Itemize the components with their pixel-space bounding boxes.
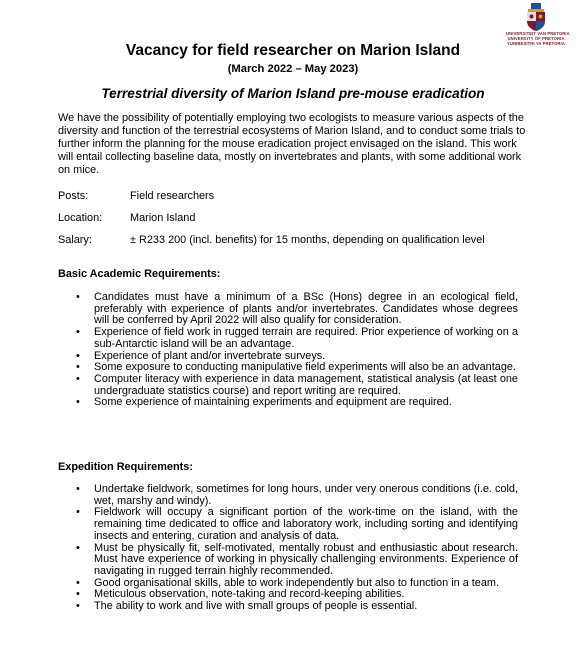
info-label: Salary: xyxy=(58,234,92,246)
list-item: • Some exposure to conducting manipulative field experiments will also be an advantage. xyxy=(76,362,518,374)
logo-line-1: UNIVERSITEIT VAN PRETORIA xyxy=(506,31,570,36)
info-label: Location: xyxy=(58,212,103,224)
section-heading-academic: Basic Academic Requirements: xyxy=(58,268,221,280)
page-title: Vacancy for field researcher on Marion Island xyxy=(125,42,461,59)
project-subtitle: Terrestrial diversity of Marion Island pre-mouse eradication xyxy=(101,86,485,101)
expedition-requirements-list xyxy=(76,484,518,613)
logo-line-2: UNIVERSITY OF PRETORIA xyxy=(507,36,565,42)
logo-line-3: YUNIBESITHI YA PRETORIA xyxy=(507,41,565,47)
university-logo xyxy=(506,3,570,47)
info-value: Field researchers xyxy=(130,190,215,202)
academic-requirements-list xyxy=(76,292,518,409)
list-item: • Candidates must have a minimum of a BSc (Hons) degree in an ecological field, preferably with experience of plants and/or invertebrates. Candidates whose degrees will be conferred by April 2022 will also qualify for consideration. xyxy=(76,292,518,327)
university-crest-icon xyxy=(525,3,547,31)
list-item: • Some experience of maintaining experiments and equipment are required. xyxy=(76,397,518,409)
intro-paragraph: We have the possibility of potentially employing two ecologists to measure various aspects of the diversity and function of the terrestrial ecosystems of Marion Island, and to conduct some trials to further inform the planning for the mouse eradication project envisaged on the island. This work will entail collecting baseline data, mostly on invertebrates and plants, with some additional work on mice. xyxy=(58,112,526,176)
list-item: • Meticulous observation, note-taking and record-keeping abilities. xyxy=(76,589,518,601)
list-item: • Good organisational skills, able to work independently but also to function in a team. xyxy=(76,578,518,590)
list-item: • Experience of field work in rugged terrain are required. Prior experience of working on a sub-Antarctic island will be an advantage. xyxy=(76,327,518,350)
info-label: Posts: xyxy=(58,190,89,202)
list-item: • Experience of plant and/or invertebrate surveys. xyxy=(76,351,518,363)
list-item: • Must be physically fit, self-motivated, mentally robust and enthusiastic about research. Must have experience of working in physically challenging environments. Experience of navigating in rugged terrain highly recommended. xyxy=(76,543,518,578)
list-item: • Computer literacy with experience in data management, statistical analysis (at least one undergraduate statistics course) and report writing are required. xyxy=(76,374,518,397)
vacancy-dates: (March 2022 – May 2023) xyxy=(227,63,359,75)
list-item: • Undertake fieldwork, sometimes for long hours, under very onerous conditions (i.e. cold, wet, marshy and windy). xyxy=(76,484,518,507)
info-value: Marion Island xyxy=(130,212,196,224)
info-value: ± R233 200 (incl. benefits) for 15 months, depending on qualification level xyxy=(130,234,485,246)
list-item: • The ability to work and live with small groups of people is essential. xyxy=(76,601,518,613)
list-item: • Fieldwork will occupy a significant portion of the work-time on the island, with the remaining time dedicated to office and laboratory work, including sorting and identifying insects and entering, curation and analysis of data. xyxy=(76,507,518,542)
section-heading-expedition: Expedition Requirements: xyxy=(58,461,193,473)
